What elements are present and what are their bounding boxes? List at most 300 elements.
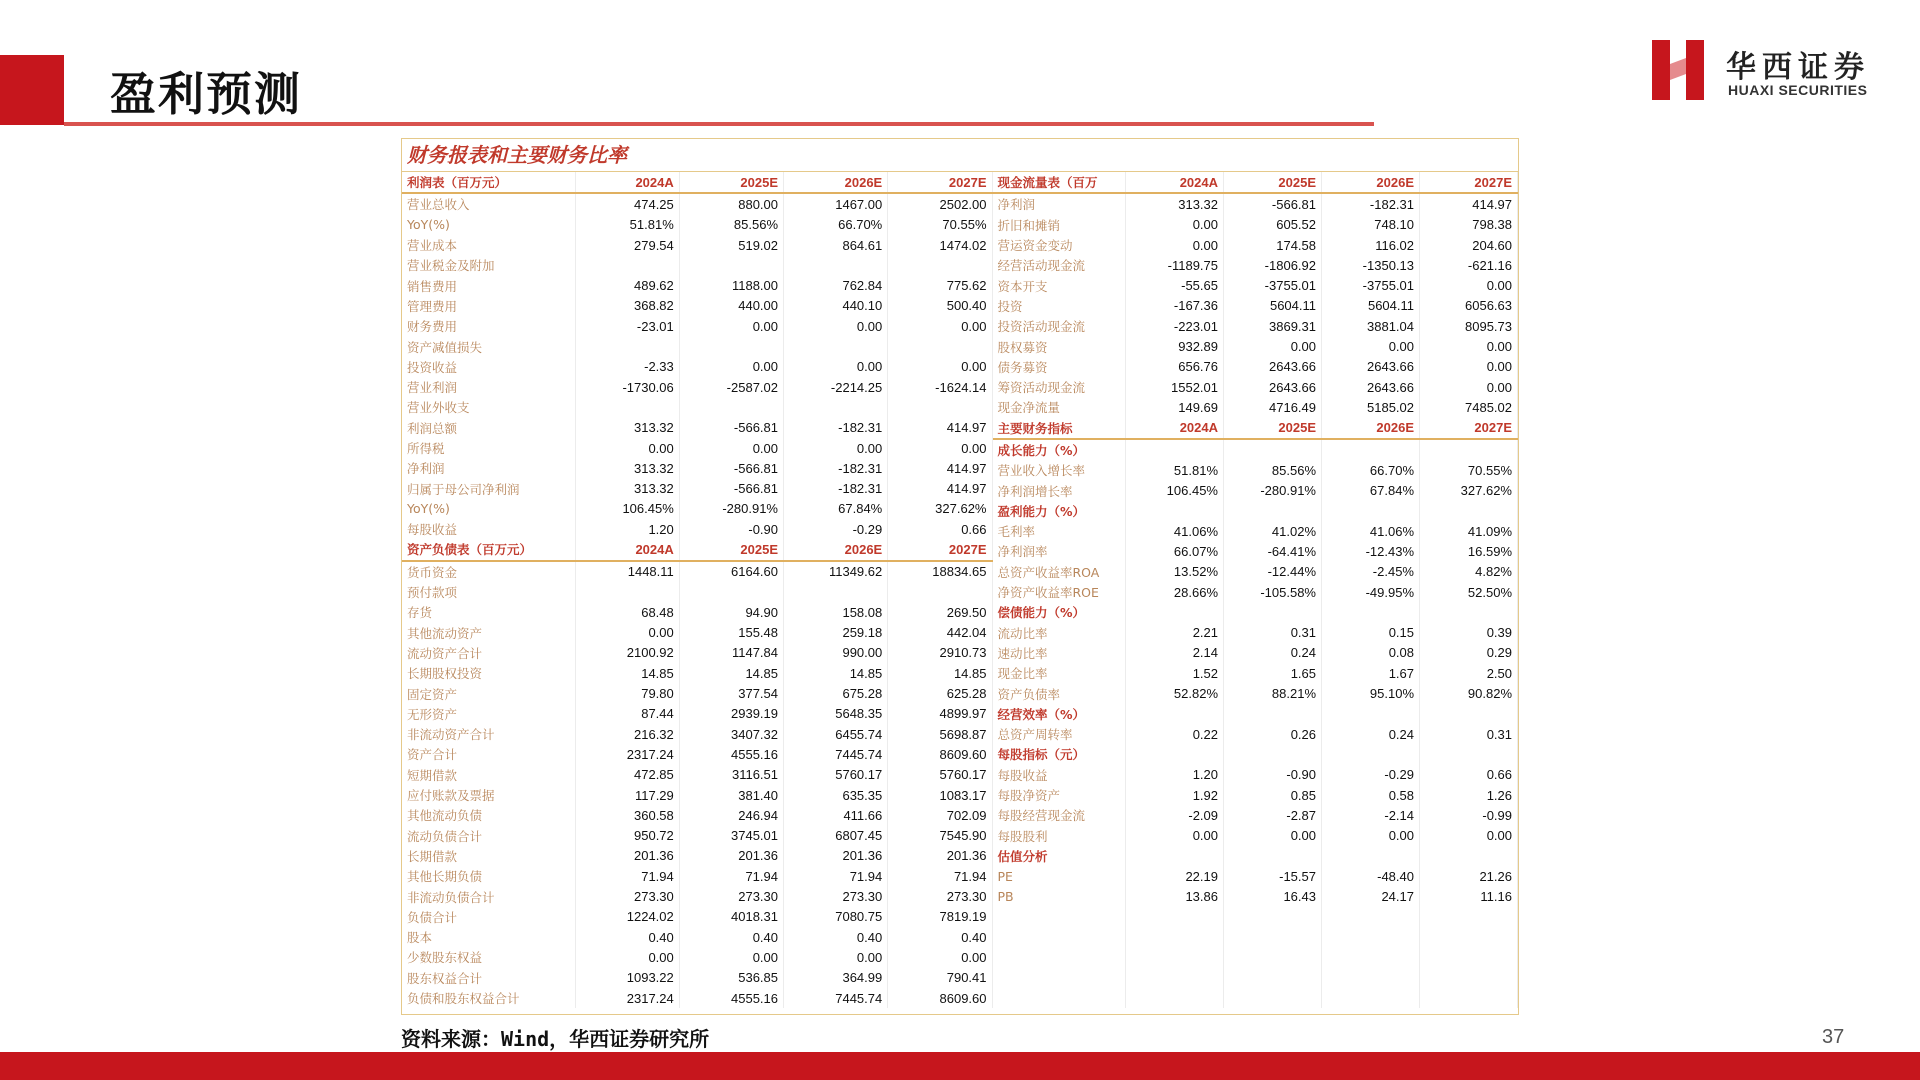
cell-value [1420, 744, 1518, 764]
row-label: 其他长期负债 [402, 866, 575, 886]
cell-value: 2.50 [1420, 663, 1518, 683]
cell-value: 7819.19 [888, 907, 992, 927]
cell-value: -1624.14 [888, 377, 992, 397]
cell-value: -2587.02 [679, 377, 783, 397]
ratios-row [993, 623, 1518, 643]
ratios-row [993, 907, 1518, 927]
cell-value: 201.36 [888, 846, 992, 866]
balance-row [402, 683, 992, 703]
row-label: 净利润增长率 [993, 480, 1126, 500]
cell-value: 0.22 [1126, 724, 1224, 744]
cashflow-row [993, 336, 1518, 356]
cell-value: 85.56% [1224, 460, 1322, 480]
cell-value: 327.62% [888, 499, 992, 519]
cell-value: -3755.01 [1224, 275, 1322, 295]
cell-value [1224, 846, 1322, 866]
cell-value: 5760.17 [888, 765, 992, 785]
cell-value: -566.81 [1224, 193, 1322, 214]
cell-value: 106.45% [1126, 480, 1224, 500]
cell-value: 2910.73 [888, 643, 992, 663]
cell-value: -566.81 [679, 418, 783, 438]
income-row [402, 397, 992, 417]
cell-value: 2.21 [1126, 623, 1224, 643]
ratios-section-row [993, 744, 1518, 764]
cell-value [784, 255, 888, 275]
row-label: 负债合计 [402, 907, 575, 927]
ratios-row [993, 968, 1518, 988]
left-financial-table [402, 172, 993, 1008]
cashflow-row [993, 316, 1518, 336]
cell-value: 2100.92 [575, 643, 679, 663]
row-label: 盈利能力（%） [993, 501, 1126, 521]
cell-value: -167.36 [1126, 296, 1224, 316]
row-label: 每股股利 [993, 826, 1126, 846]
cell-value: 2317.24 [575, 988, 679, 1008]
cell-value: 656.76 [1126, 357, 1224, 377]
row-label: 净资产收益率ROE [993, 582, 1126, 602]
cell-value: 1.20 [575, 519, 679, 539]
row-label: 经营活动现金流 [993, 255, 1126, 275]
cell-value: 16.59% [1420, 541, 1518, 561]
cell-value [1126, 439, 1224, 460]
cell-value: 117.29 [575, 785, 679, 805]
cell-value: 0.00 [888, 316, 992, 336]
cell-value: -1350.13 [1322, 255, 1420, 275]
cell-value: 11.16 [1420, 886, 1518, 906]
cell-value: 204.60 [1420, 235, 1518, 255]
cell-value: 259.18 [784, 623, 888, 643]
cell-value: 6164.60 [679, 561, 783, 582]
cell-value: 2027E [888, 539, 992, 560]
financial-sheet [401, 138, 1519, 1015]
cell-value: 5698.87 [888, 724, 992, 744]
cell-value: 2024A [1126, 172, 1224, 193]
cell-value: 14.85 [679, 663, 783, 683]
cell-value [1322, 947, 1420, 967]
row-label: 折旧和摊销 [993, 215, 1126, 235]
cell-value: 950.72 [575, 826, 679, 846]
cell-value: -1189.75 [1126, 255, 1224, 275]
cell-value: 14.85 [888, 663, 992, 683]
balance-header-row [402, 539, 992, 560]
cell-value: 411.66 [784, 805, 888, 825]
cell-value: 1.92 [1126, 785, 1224, 805]
cell-value: 2024A [575, 539, 679, 560]
balance-row [402, 907, 992, 927]
cell-value: 313.32 [1126, 193, 1224, 214]
row-label: 利润表（百万元） [402, 172, 575, 193]
row-label: 资本开支 [993, 275, 1126, 295]
cell-value: 0.00 [784, 316, 888, 336]
ratios-row [993, 886, 1518, 906]
row-label [993, 968, 1126, 988]
right-financial-table [993, 172, 1519, 1008]
cell-value [575, 397, 679, 417]
cell-value: 1083.17 [888, 785, 992, 805]
balance-row [402, 988, 992, 1008]
row-label: 流动比率 [993, 623, 1126, 643]
row-label: 销售费用 [402, 275, 575, 295]
cell-value [888, 582, 992, 602]
cell-value [1420, 988, 1518, 1008]
tables-container [402, 172, 1518, 1008]
cell-value [888, 336, 992, 356]
cell-value: -64.41% [1224, 541, 1322, 561]
cell-value: 440.00 [679, 296, 783, 316]
cell-value: 625.28 [888, 683, 992, 703]
cell-value [1322, 439, 1420, 460]
row-label: PB [993, 886, 1126, 906]
income-row [402, 499, 992, 519]
cell-value: 519.02 [679, 235, 783, 255]
cell-value: -48.40 [1322, 866, 1420, 886]
cell-value: 8095.73 [1420, 316, 1518, 336]
row-label: 投资收益 [402, 357, 575, 377]
cashflow-row [993, 296, 1518, 316]
cell-value: 2027E [1420, 172, 1518, 193]
ratios-row [993, 927, 1518, 947]
cell-value: -2.09 [1126, 805, 1224, 825]
cell-value: 4899.97 [888, 704, 992, 724]
row-label: 净利润 [402, 458, 575, 478]
cell-value: 2025E [679, 172, 783, 193]
ratios-row [993, 643, 1518, 663]
cell-value: 0.40 [575, 927, 679, 947]
row-label: 总资产周转率 [993, 724, 1126, 744]
cell-value: 0.00 [1126, 826, 1224, 846]
cashflow-row [993, 397, 1518, 417]
cell-value: 1448.11 [575, 561, 679, 582]
cell-value: 675.28 [784, 683, 888, 703]
ratios-row [993, 582, 1518, 602]
balance-row [402, 561, 992, 582]
cell-value: 0.00 [1126, 235, 1224, 255]
ratios-header-row [993, 418, 1518, 439]
cell-value: 1474.02 [888, 235, 992, 255]
cell-value: 269.50 [888, 602, 992, 622]
cell-value [1420, 602, 1518, 622]
cell-value: 2025E [1224, 418, 1322, 439]
cell-value: -2.45% [1322, 562, 1420, 582]
balance-row [402, 724, 992, 744]
cell-value: 313.32 [575, 418, 679, 438]
cell-value: 2024A [1126, 418, 1224, 439]
cell-value: 201.36 [784, 846, 888, 866]
cell-value: 536.85 [679, 968, 783, 988]
row-label: 无形资产 [402, 704, 575, 724]
cell-value [1420, 439, 1518, 460]
cell-value: 273.30 [575, 886, 679, 906]
row-label: 现金流量表（百万 [993, 172, 1126, 193]
cell-value: -12.43% [1322, 541, 1420, 561]
cashflow-row [993, 235, 1518, 255]
balance-row [402, 968, 992, 988]
cell-value [1224, 988, 1322, 1008]
ratios-row [993, 521, 1518, 541]
row-label: 每股指标（元） [993, 744, 1126, 764]
row-label: 短期借款 [402, 765, 575, 785]
cell-value: 5185.02 [1322, 397, 1420, 417]
cell-value: 87.44 [575, 704, 679, 724]
cell-value: 0.00 [575, 438, 679, 458]
ratios-row [993, 866, 1518, 886]
cell-value: 7545.90 [888, 826, 992, 846]
cell-value: 3881.04 [1322, 316, 1420, 336]
row-label: 每股收益 [993, 765, 1126, 785]
cell-value: 70.55% [888, 215, 992, 235]
cell-value: -566.81 [679, 458, 783, 478]
cell-value: 0.00 [784, 357, 888, 377]
cell-value: 1.26 [1420, 785, 1518, 805]
row-label [993, 927, 1126, 947]
cell-value: -2214.25 [784, 377, 888, 397]
row-label [993, 947, 1126, 967]
cell-value: 440.10 [784, 296, 888, 316]
cell-value: 0.24 [1322, 724, 1420, 744]
cell-value [888, 255, 992, 275]
cell-value: 70.55% [1420, 460, 1518, 480]
cell-value [1126, 947, 1224, 967]
sheet-title: 财务报表和主要财务比率 [402, 139, 1518, 172]
cell-value: 313.32 [575, 478, 679, 498]
balance-row [402, 765, 992, 785]
row-label: 现金净流量 [993, 397, 1126, 417]
cell-value [1322, 907, 1420, 927]
cell-value: 85.56% [679, 215, 783, 235]
cell-value [1224, 439, 1322, 460]
row-label: 估值分析 [993, 846, 1126, 866]
income-row [402, 296, 992, 316]
cell-value: 472.85 [575, 765, 679, 785]
balance-row [402, 785, 992, 805]
row-label: 流动负债合计 [402, 826, 575, 846]
cell-value: -182.31 [784, 478, 888, 498]
cell-value [1224, 744, 1322, 764]
cell-value: 0.66 [888, 519, 992, 539]
cell-value: 748.10 [1322, 215, 1420, 235]
balance-row [402, 886, 992, 906]
ratios-section-row [993, 704, 1518, 724]
cell-value: 1188.00 [679, 275, 783, 295]
row-label: 管理费用 [402, 296, 575, 316]
cell-value: 0.00 [679, 947, 783, 967]
balance-row [402, 805, 992, 825]
ratios-row [993, 562, 1518, 582]
cell-value [1126, 704, 1224, 724]
cell-value: 3116.51 [679, 765, 783, 785]
cell-value: 2643.66 [1322, 377, 1420, 397]
income-row [402, 418, 992, 438]
cell-value [1224, 968, 1322, 988]
cell-value: 0.00 [1420, 336, 1518, 356]
cell-value: 605.52 [1224, 215, 1322, 235]
cell-value: 1.67 [1322, 663, 1420, 683]
cell-value: 932.89 [1126, 336, 1224, 356]
cell-value: 0.40 [679, 927, 783, 947]
cell-value: -15.57 [1224, 866, 1322, 886]
balance-row [402, 947, 992, 967]
cell-value [888, 397, 992, 417]
cell-value: 273.30 [784, 886, 888, 906]
cell-value: 2026E [1322, 172, 1420, 193]
cell-value: 7485.02 [1420, 397, 1518, 417]
ratios-row [993, 785, 1518, 805]
cell-value: 52.50% [1420, 582, 1518, 602]
cell-value: 0.00 [1420, 826, 1518, 846]
cell-value: 66.07% [1126, 541, 1224, 561]
cell-value [679, 255, 783, 275]
cell-value [1322, 846, 1420, 866]
income-row [402, 377, 992, 397]
cell-value: 0.24 [1224, 643, 1322, 663]
cell-value [1224, 704, 1322, 724]
cell-value: 8609.60 [888, 744, 992, 764]
row-label: 所得税 [402, 438, 575, 458]
cell-value [679, 336, 783, 356]
cell-value: 0.00 [1420, 357, 1518, 377]
title-underline [64, 122, 1374, 126]
cell-value: 71.94 [888, 866, 992, 886]
income-row [402, 357, 992, 377]
ratios-row [993, 460, 1518, 480]
cell-value: -1806.92 [1224, 255, 1322, 275]
cell-value: -0.90 [679, 519, 783, 539]
cell-value: 41.09% [1420, 521, 1518, 541]
row-label: 筹资活动现金流 [993, 377, 1126, 397]
cell-value: 0.00 [888, 438, 992, 458]
cell-value: 775.62 [888, 275, 992, 295]
cell-value [1322, 927, 1420, 947]
cell-value: 0.00 [1420, 275, 1518, 295]
cell-value: 4.82% [1420, 562, 1518, 582]
cell-value: 1.20 [1126, 765, 1224, 785]
cell-value: -23.01 [575, 316, 679, 336]
cell-value: 702.09 [888, 805, 992, 825]
row-label: 其他流动负债 [402, 805, 575, 825]
cell-value: 0.31 [1224, 623, 1322, 643]
ratios-row [993, 541, 1518, 561]
cell-value: 273.30 [679, 886, 783, 906]
cell-value: 0.00 [888, 947, 992, 967]
row-label: YoY(%) [402, 499, 575, 519]
cell-value: -182.31 [784, 458, 888, 478]
cell-value: 51.81% [1126, 460, 1224, 480]
cell-value [1420, 968, 1518, 988]
ratios-section-row [993, 846, 1518, 866]
cell-value: -0.90 [1224, 765, 1322, 785]
huaxi-logo-icon [1650, 40, 1706, 100]
cell-value: 2027E [888, 172, 992, 193]
cell-value [575, 582, 679, 602]
row-label: 预付款项 [402, 582, 575, 602]
cell-value: 66.70% [784, 215, 888, 235]
cell-value: -3755.01 [1322, 275, 1420, 295]
cell-value: 5760.17 [784, 765, 888, 785]
cell-value [575, 336, 679, 356]
cell-value: 2643.66 [1224, 377, 1322, 397]
cell-value: 360.58 [575, 805, 679, 825]
cell-value: 16.43 [1224, 886, 1322, 906]
row-label: 营业收入增长率 [993, 460, 1126, 480]
cell-value: 880.00 [679, 193, 783, 214]
cell-value: 94.90 [679, 602, 783, 622]
cell-value [1420, 927, 1518, 947]
cell-value: 71.94 [679, 866, 783, 886]
row-label: 现金比率 [993, 663, 1126, 683]
row-label: 经营效率（%） [993, 704, 1126, 724]
cell-value [575, 255, 679, 275]
cell-value: -105.58% [1224, 582, 1322, 602]
row-label: 股本 [402, 927, 575, 947]
cell-value: 14.85 [784, 663, 888, 683]
cell-value: 71.94 [575, 866, 679, 886]
ratios-row [993, 480, 1518, 500]
cell-value: 414.97 [888, 418, 992, 438]
cell-value [1224, 501, 1322, 521]
cell-value: 116.02 [1322, 235, 1420, 255]
cell-value: 414.97 [1420, 193, 1518, 214]
cashflow-row [993, 193, 1518, 214]
row-label: 货币资金 [402, 561, 575, 582]
row-label: 每股经营现金流 [993, 805, 1126, 825]
income-row [402, 478, 992, 498]
ratios-section-row [993, 439, 1518, 460]
row-label: 长期股权投资 [402, 663, 575, 683]
row-label: 少数股东权益 [402, 947, 575, 967]
income-row [402, 519, 992, 539]
cell-value: 4018.31 [679, 907, 783, 927]
cell-value: 41.06% [1126, 521, 1224, 541]
row-label: 流动资产合计 [402, 643, 575, 663]
cell-value: 0.29 [1420, 643, 1518, 663]
cell-value [1126, 744, 1224, 764]
balance-row [402, 826, 992, 846]
cell-value: 414.97 [888, 478, 992, 498]
cell-value [784, 397, 888, 417]
income-row [402, 215, 992, 235]
cell-value [1420, 704, 1518, 724]
row-label: 营业成本 [402, 235, 575, 255]
cell-value [1126, 927, 1224, 947]
cell-value: 4555.16 [679, 988, 783, 1008]
cell-value: 2502.00 [888, 193, 992, 214]
cell-value: 0.00 [784, 947, 888, 967]
cell-value: 1093.22 [575, 968, 679, 988]
cell-value: 1552.01 [1126, 377, 1224, 397]
cell-value: 6807.45 [784, 826, 888, 846]
cell-value: 41.02% [1224, 521, 1322, 541]
cell-value: 377.54 [679, 683, 783, 703]
cell-value: 201.36 [679, 846, 783, 866]
cell-value: 0.00 [888, 357, 992, 377]
row-label: 营业总收入 [402, 193, 575, 214]
cell-value: 2025E [679, 539, 783, 560]
cell-value: 279.54 [575, 235, 679, 255]
cell-value: 0.00 [679, 438, 783, 458]
row-label: 股权募资 [993, 336, 1126, 356]
cell-value: 762.84 [784, 275, 888, 295]
cell-value: 364.99 [784, 968, 888, 988]
cell-value: 3745.01 [679, 826, 783, 846]
cell-value: 500.40 [888, 296, 992, 316]
cell-value [1420, 907, 1518, 927]
cell-value [784, 582, 888, 602]
cell-value [679, 397, 783, 417]
cell-value: 0.40 [784, 927, 888, 947]
ratios-row [993, 724, 1518, 744]
income-row [402, 275, 992, 295]
cell-value: 6056.63 [1420, 296, 1518, 316]
